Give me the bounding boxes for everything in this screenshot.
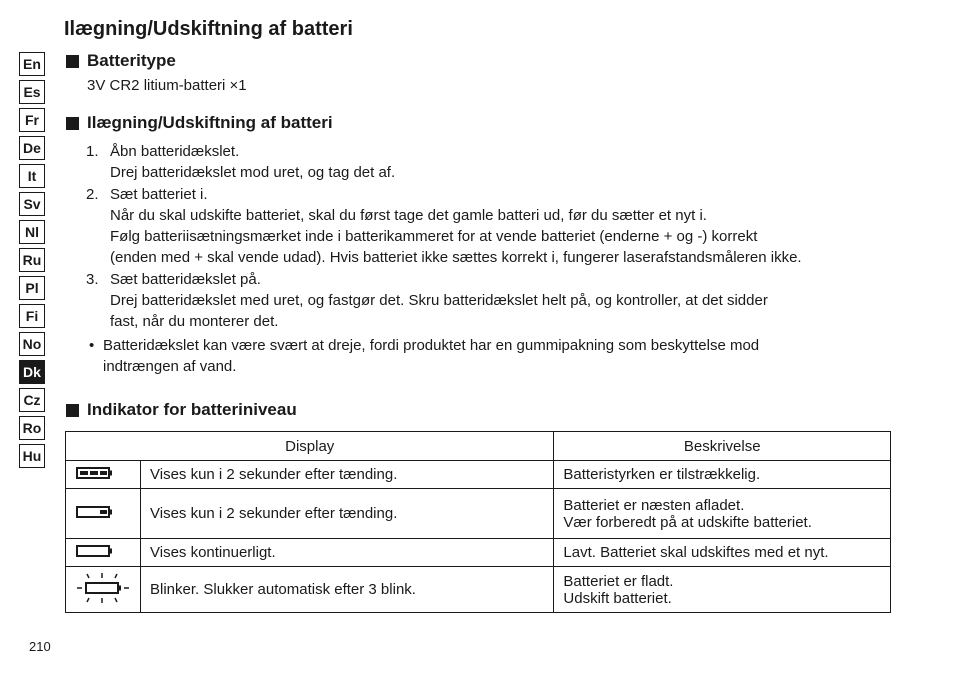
lang-tab-no[interactable]: No	[19, 332, 45, 356]
note-line: Batteridækslet kan være svært at dreje, fordi produktet har en gummipakning som beskyttelse mod	[103, 337, 760, 354]
note-line: indtrængen af vand.	[103, 358, 237, 375]
lang-tab-de[interactable]: De	[19, 136, 45, 160]
lang-tab-it[interactable]: It	[19, 164, 45, 188]
description-cell: Lavt. Batteriet skal udskiftes med et nyt.	[554, 539, 891, 567]
description-line: Udskift batteriet.	[563, 589, 672, 607]
table-row	[66, 567, 891, 613]
description-line: Batteriet er næsten afladet.	[563, 496, 745, 514]
step-title: Sæt batteridækslet på.	[110, 271, 261, 288]
description-cell	[554, 489, 891, 539]
description-line: Vær forberedt på at udskifte batteriet.	[563, 513, 812, 531]
battery-blinking-icon	[66, 567, 141, 613]
install-steps	[86, 141, 916, 377]
description-cell	[554, 567, 891, 613]
step-line: (enden med + skal vende udad). Hvis batteriet ikke sættes korrekt i, fungerer laserafstandsmåleren ikke.	[110, 249, 802, 266]
square-bullet-icon	[66, 404, 79, 417]
step-title: Åbn batteridækslet.	[110, 143, 240, 160]
step-2	[86, 184, 916, 268]
install-heading-text: Ilægning/Udskiftning af batteri	[87, 113, 333, 132]
step-title: Sæt batteriet i.	[110, 186, 208, 203]
display-cell: Vises kontinuerligt.	[141, 539, 554, 567]
lang-tab-ru[interactable]: Ru	[19, 248, 45, 272]
battery-type-heading-text: Batteritype	[87, 51, 176, 70]
step-line: fast, når du monterer det.	[110, 313, 279, 330]
table-row	[66, 461, 891, 489]
step-line: Drej batteridækslet med uret, og fastgør det. Skru batteridækslet helt på, og kontroller, at det sidder	[110, 292, 768, 309]
battery-type-heading	[66, 51, 176, 71]
step-1	[86, 141, 916, 183]
lang-tab-hu[interactable]: Hu	[19, 444, 45, 468]
step-line: Følg batteriisætningsmærket inde i batterikammeret for at vende batteriet (enderne + og -) korrekt	[110, 228, 758, 245]
step-number: 2.	[86, 186, 99, 203]
lang-tab-ro[interactable]: Ro	[19, 416, 45, 440]
install-note	[89, 335, 916, 377]
lang-tab-en[interactable]: En	[19, 52, 45, 76]
lang-tab-es[interactable]: Es	[19, 80, 45, 104]
step-number: 1.	[86, 143, 99, 160]
lang-tab-sv[interactable]: Sv	[19, 192, 45, 216]
indicator-heading	[66, 400, 297, 420]
display-cell: Vises kun i 2 sekunder efter tænding.	[141, 489, 554, 539]
step-3	[86, 269, 916, 332]
lang-tab-fr[interactable]: Fr	[19, 108, 45, 132]
table-row	[66, 489, 891, 539]
display-column-header: Display	[66, 432, 554, 461]
description-cell: Batteristyrken er tilstrækkelig.	[554, 461, 891, 489]
language-tabs	[19, 52, 45, 472]
install-heading	[66, 113, 333, 133]
table-row	[66, 539, 891, 567]
battery-indicator-table	[65, 431, 891, 613]
display-cell: Vises kun i 2 sekunder efter tænding.	[141, 461, 554, 489]
display-cell: Blinker. Slukker automatisk efter 3 blink.	[141, 567, 554, 613]
table-header-row	[66, 432, 891, 461]
description-column-header: Beskrivelse	[554, 432, 891, 461]
square-bullet-icon	[66, 55, 79, 68]
square-bullet-icon	[66, 117, 79, 130]
lang-tab-cz[interactable]: Cz	[19, 388, 45, 412]
page-number: 210	[29, 639, 51, 654]
battery-full-icon	[66, 461, 141, 489]
step-number: 3.	[86, 271, 99, 288]
indicator-heading-text: Indikator for batteriniveau	[87, 400, 297, 419]
battery-empty-icon	[66, 539, 141, 567]
lang-tab-fi[interactable]: Fi	[19, 304, 45, 328]
lang-tab-nl[interactable]: Nl	[19, 220, 45, 244]
step-line: Når du skal udskifte batteriet, skal du først tage det gamle batteri ud, før du sætter et nyt i.	[110, 207, 707, 224]
step-line: Drej batteridækslet mod uret, og tag det af.	[110, 164, 396, 181]
battery-type-text: 3V CR2 litium-batteri ×1	[87, 77, 247, 94]
page-title: Ilægning/Udskiftning af batteri	[64, 18, 353, 40]
battery-half-icon	[66, 489, 141, 539]
note-bullet: •	[89, 337, 95, 354]
lang-tab-pl[interactable]: Pl	[19, 276, 45, 300]
description-line: Batteriet er fladt.	[563, 572, 674, 590]
lang-tab-dk[interactable]: Dk	[19, 360, 45, 384]
